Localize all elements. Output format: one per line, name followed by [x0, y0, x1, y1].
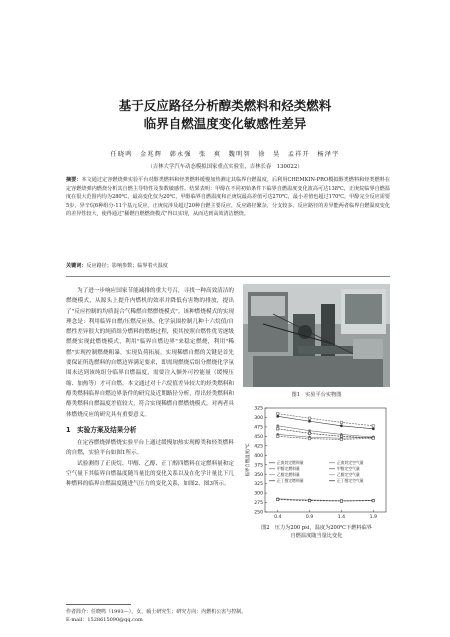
data-point [277, 425, 279, 427]
section-1-paragraph-1: 在定容燃烧弹燃烧实验平台上通过缓慢加热实现醇类和烃类燃料的自燃，实验平台如图1所示。 [66, 440, 234, 457]
series-line [278, 416, 374, 428]
y-tick-label: 350 [254, 472, 263, 478]
data-point [277, 498, 279, 500]
data-point [308, 437, 310, 439]
y-tick-label: 375 [254, 463, 263, 469]
left-column [66, 286, 234, 490]
data-point [340, 425, 342, 427]
figure-2-caption-line2: 自燃温度随当量比变化 [290, 533, 343, 539]
data-point [372, 428, 374, 430]
affiliation: （吉林大学汽车动态模拟国家重点实验室，吉林长春 130022） [147, 164, 303, 170]
y-tick-label: 300 [254, 491, 263, 497]
y-tick-label: 275 [254, 501, 263, 507]
keywords [66, 262, 390, 269]
x-tick-label: 1.4 [337, 515, 346, 520]
legend-entry: 正庚烷定空气量 [337, 460, 364, 465]
footnote-author: 作者简介：任晓鸣（1993—），女，硕士研究生；研究方向：内燃机公害与控制。 [66, 609, 247, 615]
intro-paragraph: 为了进一步响应国家节能减排的重大号召，寻找一种高效清洁的燃烧模式，从源头上提升内燃机的效率并降低有害物的排放，提出了"反应控制的均质混合气稀燃自燃燃烧模式"。该种燃烧模式的实现理念是：利用临界自燃/压燃反应热、化学氛围控制几种十六烷值/自燃性差异很大的纯质组分燃料的燃烧过程，使其按照自燃性优劣逐级燃烧实现此燃烧模式，利用"临界自燃边界"来稳定燃烧，利用"稀燃"实现控制燃烧粗暴，实现负荷拓展。实现稀燃自燃的关键是首先要保证所选燃料的自燃边界满足要求，即需现燃烧后组分燃烧化学氛围未达到该纯组分临界自燃温度，需要注入额外可控能量（缓慢压缩、加热等）才可自燃。本文通过对十六烷值差异较大的烃类燃料和醇类燃料临界自燃边界条件的研究及近期路径分析，得出烃类燃料和醇类燃料自燃温度差值较大，符合实现稀燃自燃燃烧模式，对两者具体燃烧反应的研究具有重要意义。 [66, 288, 234, 418]
lab-apparatus-photo [243, 284, 390, 387]
y-tick-label: 400 [254, 453, 263, 459]
header-divider [66, 276, 390, 277]
series-line [278, 414, 374, 426]
data-point [372, 425, 374, 427]
y-tick-label: 250 [254, 510, 263, 516]
x-tick-label: 0.4 [274, 515, 282, 520]
y-tick-label: 425 [254, 444, 263, 450]
abstract-label: 摘要： [66, 177, 82, 183]
figure-2-chart [243, 404, 390, 522]
legend-entry: 正丁醇定燃料量 [277, 478, 304, 483]
y-tick-label: 475 [254, 425, 263, 431]
legend-entry: 正庚烷定燃料量 [277, 460, 304, 465]
data-point [308, 429, 310, 431]
paper-title-line1: 基于反应路径分析醇类燃料和烃类燃料 [118, 98, 332, 113]
data-point [277, 412, 279, 414]
data-point [277, 435, 279, 437]
legend-entry: 乙醇定空气量 [337, 472, 360, 477]
data-point [372, 499, 374, 501]
data-point [308, 420, 310, 422]
figure-2-caption-line1: 图2 压力为200 psi，温度为200℃下燃料临界 [261, 525, 372, 531]
keywords-text: 反应路径；影响参数；临界着火温度 [86, 263, 168, 269]
legend-entry: 正丁醇定空气量 [337, 478, 364, 483]
abstract [66, 176, 390, 219]
data-point [308, 417, 310, 419]
series-line [278, 429, 374, 438]
keywords-label: 关键词： [66, 263, 87, 269]
data-point [340, 421, 342, 423]
y-tick-label: 325 [254, 482, 263, 488]
y-tick-label: 300 [254, 416, 263, 422]
section-1-paragraph-2: 试验测得了正庚烷、甲醇、乙醇、正丁醇四燃料在定燃料量和定空气量下其临界自燃温度随当量比的变化关系以及在化学计量比下几种燃料的临界自燃温度随进气压力的变化关系，如图2、图3所示。 [66, 460, 234, 488]
paper-title-line2: 临界自燃温度变化敏感性差异 [143, 116, 307, 131]
y-tick-label: 450 [254, 434, 263, 440]
data-point [277, 428, 279, 430]
y-axis-label: 临界自燃温度/℃ [246, 443, 251, 477]
data-point [277, 415, 279, 417]
x-tick-label: 1.9 [369, 515, 377, 520]
author-list: 任晓鸣 金兆辉 韩永强 张 爽 魏明智 徐 昊 孟祥开 杨泽宇 [110, 151, 340, 158]
data-point [372, 437, 374, 439]
footnote-divider [66, 604, 131, 605]
data-point [340, 500, 342, 502]
legend-entry: 乙醇定燃料量 [277, 472, 300, 477]
x-tick-label: 0.9 [305, 515, 314, 520]
data-point [308, 499, 310, 501]
data-point [308, 432, 310, 434]
footnote-email: E-mail：1528615090@qq.com [66, 617, 143, 623]
figure-1-caption: 图1 实验平台实物图 [291, 392, 342, 398]
data-point [340, 438, 342, 440]
series-line [278, 499, 374, 501]
section-1-heading: 1 实验方案及结果分析 [66, 425, 137, 434]
legend-entry: 甲醇定空气量 [337, 466, 360, 471]
legend-entry: 甲醇定燃料量 [277, 466, 300, 471]
abstract-text: 本文通过定容燃烧弹实验平台对醇类燃料和烃类燃料缓慢加热测定其临界自燃温度，后利用CHEMKIN-PRO模拟醇类燃料和烃类燃料在定容燃烧弹内燃烧分析其自燃主导特性及参数敏感性。结果表明：甲醇在不同初始条件下临界自燃温度变化波高可达138℃，正庚烷临界自燃温度在很大范围内均为280℃，最高变化仅为20℃，甲醇临界自燃温度和正庚烷最高差值可达270℃，最小差值也超过170℃。甲醇完全反应需要5步，异辛烷6种组分-11个基元反应。正庚烷涉及超过20种自燃主要反应，反应路径繁杂，分支较多。反应路径的差异能两者临界自燃温度变化的差异性较大，使得通过"稀燃自燃燃烧模式"得以实现，从而达到高效清洁燃烧。 [66, 177, 390, 218]
y-tick-label: 325 [254, 406, 263, 412]
